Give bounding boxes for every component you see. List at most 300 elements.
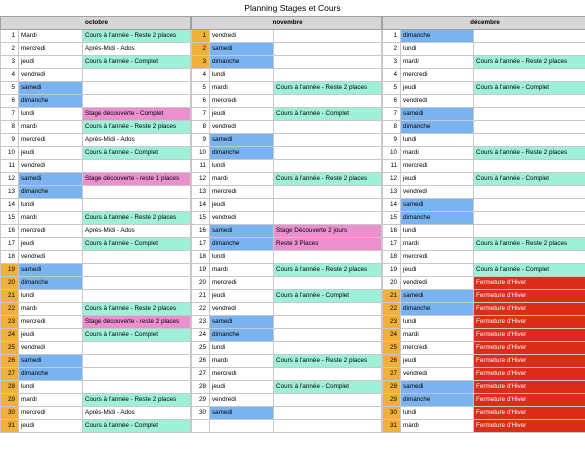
day-name: lundi <box>401 225 474 238</box>
day-name: lundi <box>19 199 83 212</box>
month-header: décembre <box>383 17 585 30</box>
day-number: 12 <box>1 173 19 186</box>
day-number: 31 <box>383 420 401 433</box>
day-name: samedi <box>210 225 274 238</box>
day-number: 23 <box>383 316 401 329</box>
day-name: dimanche <box>19 277 83 290</box>
day-name: mardi <box>210 173 274 186</box>
event-cell: Fermeture d'Hiver <box>474 381 585 394</box>
event-cell: Fermeture d'Hiver <box>474 329 585 342</box>
event-cell <box>274 303 382 316</box>
event-cell <box>274 134 382 147</box>
table-row <box>1 225 585 238</box>
event-cell <box>83 186 191 199</box>
event-cell: Cours à l'année - Complet <box>83 147 191 160</box>
day-number: 7 <box>192 108 210 121</box>
day-name: mardi <box>210 82 274 95</box>
day-number: 22 <box>1 303 19 316</box>
day-number: 28 <box>1 381 19 394</box>
event-cell: Cours à l'année - Reste 2 places <box>274 82 382 95</box>
event-cell <box>274 186 382 199</box>
day-number: 23 <box>1 316 19 329</box>
day-name: samedi <box>210 43 274 56</box>
day-number: 13 <box>383 186 401 199</box>
day-number: 4 <box>1 69 19 82</box>
event-cell <box>274 407 382 420</box>
day-number: 7 <box>383 108 401 121</box>
day-number: 8 <box>192 121 210 134</box>
event-cell: Cours à l'année - Complet <box>274 108 382 121</box>
day-number: 18 <box>192 251 210 264</box>
day-name: lundi <box>210 342 274 355</box>
event-cell <box>474 212 585 225</box>
day-number: 3 <box>1 56 19 69</box>
event-cell <box>274 147 382 160</box>
event-cell <box>474 199 585 212</box>
day-number: 29 <box>1 394 19 407</box>
day-name: samedi <box>19 82 83 95</box>
day-number: 11 <box>192 160 210 173</box>
event-cell <box>474 95 585 108</box>
table-row <box>1 316 585 329</box>
day-number: 27 <box>192 368 210 381</box>
day-number: 16 <box>383 225 401 238</box>
event-cell: Cours à l'année - Complet <box>83 420 191 433</box>
day-number: 6 <box>192 95 210 108</box>
day-name: lundi <box>19 108 83 121</box>
day-number: 24 <box>383 329 401 342</box>
day-name: vendredi <box>210 394 274 407</box>
day-name: lundi <box>210 251 274 264</box>
day-number: 20 <box>383 277 401 290</box>
day-name: mercredi <box>401 69 474 82</box>
day-name: vendredi <box>401 277 474 290</box>
event-cell <box>274 160 382 173</box>
event-cell: Cours à l'année - Reste 2 places <box>83 303 191 316</box>
day-name: dimanche <box>401 30 474 43</box>
day-number: 15 <box>383 212 401 225</box>
table-row <box>1 56 585 69</box>
day-name: lundi <box>401 134 474 147</box>
day-name: samedi <box>401 290 474 303</box>
day-name: lundi <box>19 381 83 394</box>
event-cell: Cours à l'année - Reste 2 places <box>83 30 191 43</box>
table-row <box>1 290 585 303</box>
day-number: 28 <box>192 381 210 394</box>
day-number: 1 <box>192 30 210 43</box>
day-number: 11 <box>1 160 19 173</box>
event-cell <box>474 251 585 264</box>
day-number: 21 <box>1 290 19 303</box>
day-number: 9 <box>383 134 401 147</box>
event-cell: Après-Midi - Ados <box>83 225 191 238</box>
day-name: samedi <box>19 264 83 277</box>
day-number: 14 <box>1 199 19 212</box>
event-cell <box>274 329 382 342</box>
day-name: dimanche <box>19 95 83 108</box>
day-name: lundi <box>401 407 474 420</box>
day-name: mercredi <box>19 134 83 147</box>
day-name: dimanche <box>210 147 274 160</box>
day-name: vendredi <box>210 30 274 43</box>
day-name: mercredi <box>401 160 474 173</box>
day-number: 18 <box>1 251 19 264</box>
day-name: mardi <box>401 238 474 251</box>
event-cell: Cours à l'année - Reste 2 places <box>83 121 191 134</box>
table-row <box>1 420 585 433</box>
event-cell <box>274 342 382 355</box>
event-cell <box>83 277 191 290</box>
table-row <box>1 355 585 368</box>
event-cell <box>274 95 382 108</box>
day-name: dimanche <box>210 56 274 69</box>
table-row <box>1 160 585 173</box>
day-name: mardi <box>401 56 474 69</box>
event-cell <box>474 69 585 82</box>
event-cell: Après-Midi - Ados <box>83 134 191 147</box>
day-number: 2 <box>1 43 19 56</box>
day-name: samedi <box>19 355 83 368</box>
event-cell: Fermeture d'Hiver <box>474 290 585 303</box>
event-cell: Fermeture d'Hiver <box>474 368 585 381</box>
table-row <box>1 329 585 342</box>
event-cell <box>474 30 585 43</box>
day-number: 10 <box>383 147 401 160</box>
table-row <box>1 342 585 355</box>
day-name: mercredi <box>19 225 83 238</box>
page-title: Planning Stages et Cours <box>244 3 341 13</box>
day-name: mardi <box>401 420 474 433</box>
day-name: vendredi <box>210 303 274 316</box>
day-name: jeudi <box>401 82 474 95</box>
day-number: 21 <box>383 290 401 303</box>
day-number: 25 <box>192 342 210 355</box>
event-cell: Fermeture d'Hiver <box>474 277 585 290</box>
day-name: samedi <box>210 134 274 147</box>
day-number: 5 <box>1 82 19 95</box>
event-cell: Stage Découverte 2 jours <box>274 225 382 238</box>
day-name: mardi <box>210 264 274 277</box>
day-number: 16 <box>1 225 19 238</box>
day-name: samedi <box>401 199 474 212</box>
day-number: 18 <box>383 251 401 264</box>
day-name: vendredi <box>401 95 474 108</box>
day-name: jeudi <box>19 420 83 433</box>
day-name: jeudi <box>19 147 83 160</box>
event-cell <box>274 368 382 381</box>
day-name: mercredi <box>401 342 474 355</box>
event-cell: Cours à l'année - Complet <box>474 264 585 277</box>
day-number: 8 <box>383 121 401 134</box>
day-name: samedi <box>210 407 274 420</box>
event-cell <box>274 43 382 56</box>
event-cell <box>474 108 585 121</box>
day-number: 17 <box>1 238 19 251</box>
event-cell: Cours à l'année - Complet <box>274 290 382 303</box>
day-name: vendredi <box>210 121 274 134</box>
day-number: 7 <box>1 108 19 121</box>
table-row <box>1 121 585 134</box>
event-cell <box>274 251 382 264</box>
day-name: mardi <box>19 394 83 407</box>
day-number: 26 <box>1 355 19 368</box>
event-cell <box>274 30 382 43</box>
day-number: 16 <box>192 225 210 238</box>
event-cell <box>83 342 191 355</box>
event-cell: Cours à l'année - Complet <box>474 82 585 95</box>
event-cell <box>83 290 191 303</box>
day-number: 10 <box>1 147 19 160</box>
day-number: 1 <box>383 30 401 43</box>
day-number: 8 <box>1 121 19 134</box>
day-name: mercredi <box>19 43 83 56</box>
event-cell <box>274 420 382 433</box>
event-cell <box>83 95 191 108</box>
event-cell: Cours à l'année - Complet <box>83 56 191 69</box>
day-name: jeudi <box>401 355 474 368</box>
event-cell: Fermeture d'Hiver <box>474 407 585 420</box>
day-name: samedi <box>401 381 474 394</box>
event-cell <box>274 277 382 290</box>
day-name: samedi <box>401 108 474 121</box>
table-row <box>1 186 585 199</box>
day-name: jeudi <box>401 264 474 277</box>
table-row <box>1 238 585 251</box>
event-cell <box>83 251 191 264</box>
month-header-row <box>1 17 585 30</box>
event-cell <box>83 355 191 368</box>
day-number: 29 <box>192 394 210 407</box>
event-cell: Fermeture d'Hiver <box>474 355 585 368</box>
day-number: 19 <box>1 264 19 277</box>
day-name: mardi <box>19 212 83 225</box>
day-number: 20 <box>1 277 19 290</box>
event-cell: Cours à l'année - Reste 2 places <box>474 238 585 251</box>
day-name: vendredi <box>401 368 474 381</box>
event-cell: Fermeture d'Hiver <box>474 394 585 407</box>
month-header: octobre <box>1 17 191 30</box>
day-number: 21 <box>192 290 210 303</box>
day-number: 19 <box>383 264 401 277</box>
event-cell: Cours à l'année - Reste 2 places <box>474 147 585 160</box>
event-cell: Cours à l'année - Reste 2 places <box>83 212 191 225</box>
day-number: 1 <box>1 30 19 43</box>
day-number: 19 <box>192 264 210 277</box>
day-number: 23 <box>192 316 210 329</box>
event-cell: Cours à l'année - Reste 2 places <box>274 173 382 186</box>
day-number: 13 <box>192 186 210 199</box>
day-name: Mardi <box>19 30 83 43</box>
event-cell: Fermeture d'Hiver <box>474 303 585 316</box>
day-number: 13 <box>1 186 19 199</box>
event-cell <box>274 394 382 407</box>
day-number: 14 <box>192 199 210 212</box>
day-number: 5 <box>192 82 210 95</box>
day-name: mercredi <box>210 368 274 381</box>
day-number: 24 <box>192 329 210 342</box>
day-name: dimanche <box>19 186 83 199</box>
table-row <box>1 394 585 407</box>
event-cell: Cours à l'année - Reste 2 places <box>474 56 585 69</box>
day-number: 17 <box>192 238 210 251</box>
event-cell: Stage découverte - reste 1 places <box>83 173 191 186</box>
event-cell: Cours à l'année - Reste 2 places <box>274 264 382 277</box>
day-name: jeudi <box>210 381 274 394</box>
event-cell <box>83 381 191 394</box>
day-name: lundi <box>210 160 274 173</box>
month-header: novembre <box>192 17 382 30</box>
table-row <box>1 69 585 82</box>
event-cell <box>274 212 382 225</box>
event-cell <box>83 368 191 381</box>
event-cell <box>274 56 382 69</box>
day-number: 6 <box>383 95 401 108</box>
day-number: 2 <box>192 43 210 56</box>
day-name: jeudi <box>210 108 274 121</box>
event-cell: Fermeture d'Hiver <box>474 420 585 433</box>
day-number: 27 <box>1 368 19 381</box>
event-cell <box>83 160 191 173</box>
day-number: 26 <box>383 355 401 368</box>
day-name: lundi <box>401 316 474 329</box>
day-name: samedi <box>210 316 274 329</box>
day-number: 24 <box>1 329 19 342</box>
day-name: vendredi <box>19 251 83 264</box>
day-number: 30 <box>1 407 19 420</box>
event-cell <box>474 225 585 238</box>
day-name: mercredi <box>19 316 83 329</box>
event-cell: Cours à l'année - Reste 2 places <box>83 394 191 407</box>
table-row <box>1 199 585 212</box>
day-number: 25 <box>383 342 401 355</box>
day-name: vendredi <box>210 212 274 225</box>
day-number: 11 <box>383 160 401 173</box>
event-cell: Cours à l'année - Complet <box>83 329 191 342</box>
event-cell <box>474 43 585 56</box>
table-row <box>1 43 585 56</box>
planning-table <box>0 16 585 433</box>
event-cell <box>274 121 382 134</box>
event-cell: Fermeture d'Hiver <box>474 316 585 329</box>
event-cell: Fermeture d'Hiver <box>474 342 585 355</box>
day-name: vendredi <box>19 342 83 355</box>
table-row <box>1 381 585 394</box>
day-name: dimanche <box>210 329 274 342</box>
day-name: jeudi <box>19 56 83 69</box>
day-number: 12 <box>192 173 210 186</box>
day-name: lundi <box>210 69 274 82</box>
day-name: jeudi <box>401 173 474 186</box>
day-number: 25 <box>1 342 19 355</box>
day-name: mercredi <box>210 277 274 290</box>
day-number: 22 <box>192 303 210 316</box>
day-name: dimanche <box>401 394 474 407</box>
event-cell: Cours à l'année - Complet <box>83 238 191 251</box>
day-name: mercredi <box>401 251 474 264</box>
event-cell <box>83 264 191 277</box>
day-name: mercredi <box>210 95 274 108</box>
day-number: 2 <box>383 43 401 56</box>
table-row <box>1 368 585 381</box>
day-name: mardi <box>19 121 83 134</box>
day-name: dimanche <box>210 238 274 251</box>
day-number: 30 <box>383 407 401 420</box>
day-name: vendredi <box>19 160 83 173</box>
day-number: 4 <box>192 69 210 82</box>
day-name: mardi <box>19 303 83 316</box>
day-number: 3 <box>383 56 401 69</box>
day-name: mardi <box>401 147 474 160</box>
day-name: jeudi <box>210 290 274 303</box>
day-name: dimanche <box>401 121 474 134</box>
day-number: 6 <box>1 95 19 108</box>
table-row <box>1 134 585 147</box>
table-row <box>1 95 585 108</box>
day-number: 9 <box>192 134 210 147</box>
day-number: 15 <box>1 212 19 225</box>
day-number: 26 <box>192 355 210 368</box>
day-number: 3 <box>192 56 210 69</box>
event-cell: Reste 3 Places <box>274 238 382 251</box>
day-name: dimanche <box>401 303 474 316</box>
table-row <box>1 264 585 277</box>
table-row <box>1 108 585 121</box>
day-number: 20 <box>192 277 210 290</box>
day-name: jeudi <box>210 199 274 212</box>
table-row <box>1 30 585 43</box>
day-number: 14 <box>383 199 401 212</box>
day-name: vendredi <box>19 69 83 82</box>
day-name: dimanche <box>401 212 474 225</box>
day-number: 17 <box>383 238 401 251</box>
day-number: 29 <box>383 394 401 407</box>
event-cell: Après-Midi - Ados <box>83 407 191 420</box>
event-cell <box>274 316 382 329</box>
day-name: mardi <box>210 355 274 368</box>
event-cell <box>474 121 585 134</box>
day-number: 4 <box>383 69 401 82</box>
event-cell <box>274 69 382 82</box>
day-name: dimanche <box>19 368 83 381</box>
event-cell <box>83 199 191 212</box>
event-cell: Stage découverte - Complet <box>83 108 191 121</box>
event-cell: Cours à l'année - Complet <box>274 381 382 394</box>
table-row <box>1 147 585 160</box>
day-name: lundi <box>401 43 474 56</box>
day-name <box>210 420 274 433</box>
table-row <box>1 407 585 420</box>
day-number: 27 <box>383 368 401 381</box>
table-row <box>1 277 585 290</box>
day-number: 28 <box>383 381 401 394</box>
day-name: mardi <box>401 329 474 342</box>
day-name: vendredi <box>401 186 474 199</box>
event-cell <box>83 82 191 95</box>
day-number <box>192 420 210 433</box>
event-cell <box>474 134 585 147</box>
day-number: 22 <box>383 303 401 316</box>
day-number: 10 <box>192 147 210 160</box>
event-cell <box>274 199 382 212</box>
planning-body <box>1 30 585 433</box>
day-number: 9 <box>1 134 19 147</box>
day-name: mercredi <box>210 186 274 199</box>
table-row <box>1 82 585 95</box>
day-name: samedi <box>19 173 83 186</box>
event-cell: Stage découverte - reste 2 places <box>83 316 191 329</box>
event-cell <box>474 186 585 199</box>
table-row <box>1 212 585 225</box>
